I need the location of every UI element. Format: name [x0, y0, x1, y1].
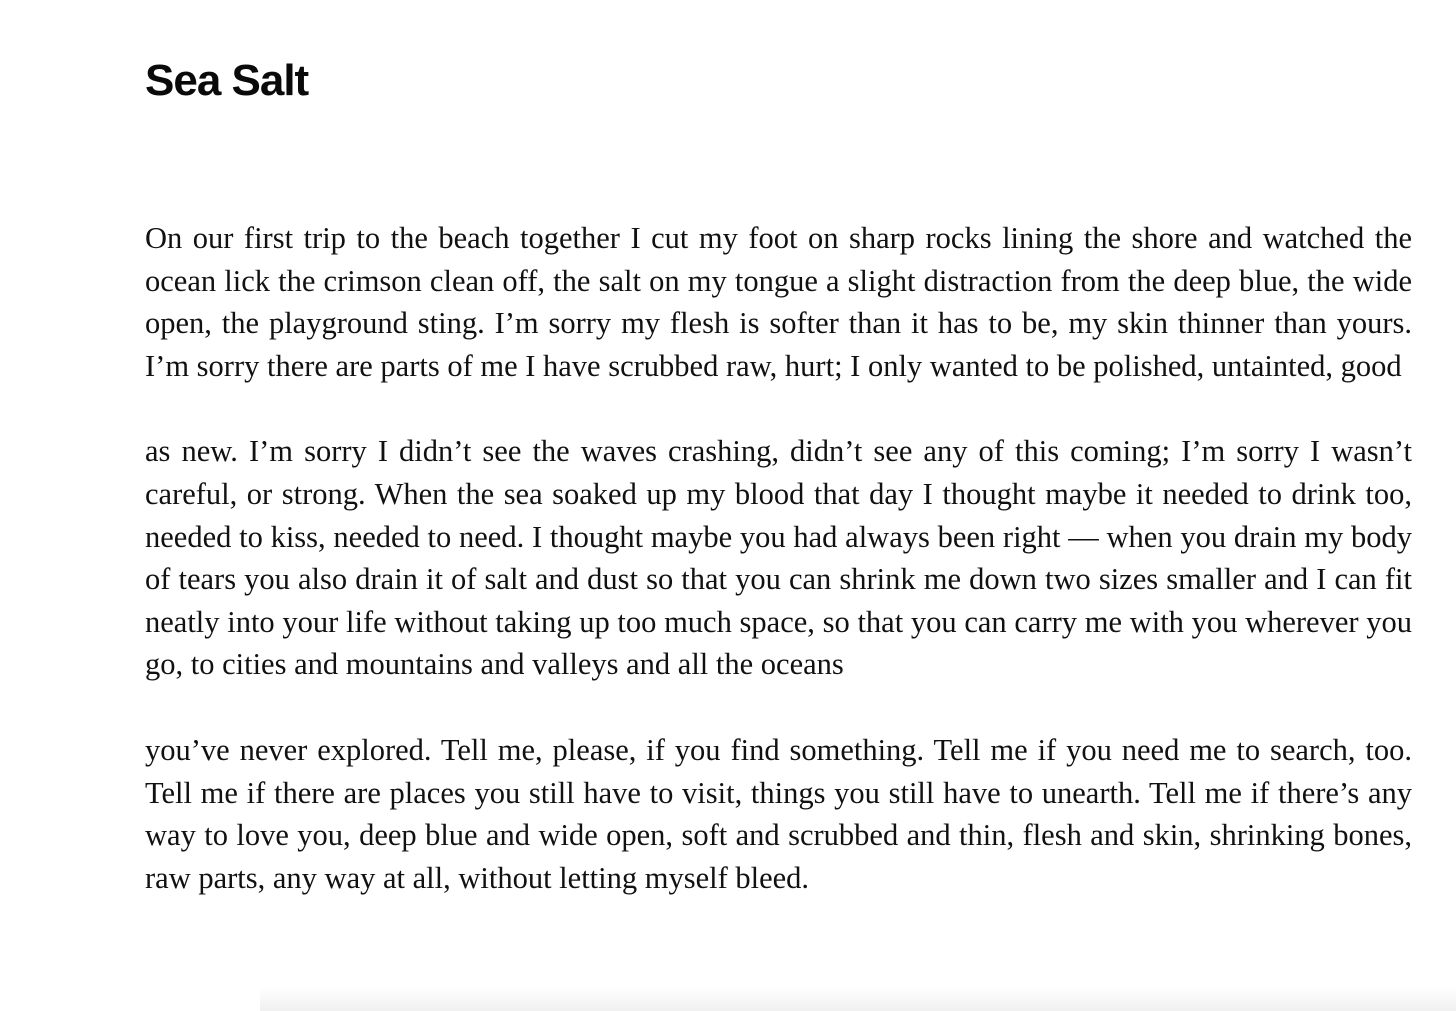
- page-edge-shadow: [260, 987, 1456, 1011]
- poem-paragraph-3: you’ve never explored. Tell me, please, if you find something. Tell me if you need me to search, too. Tell me if there are places you still have to visit, things you still have to unearth. Tell me if there’s any way to love you, deep blue and wide open, soft and scrubbed and thin, flesh and skin, shrinking bones, raw parts, any way at all, without letting myself bleed.: [145, 732, 1412, 895]
- poem-body: [145, 217, 1412, 899]
- poem-title: Sea Salt: [145, 56, 309, 105]
- poem-paragraph-1: On our first trip to the beach together I cut my foot on sharp rocks lining the shore and watched the ocean lick the crimson clean off, the salt on my tongue a slight distraction from the deep blue, the wide open, the playground sting. I’m sorry my flesh is softer than it has to be, my skin thinner than yours. I’m sorry there are parts of me I have scrubbed raw, hurt; I only wanted to be polished, untainted, good: [145, 221, 1412, 383]
- poem-paragraph-2: as new. I’m sorry I didn’t see the waves crashing, didn’t see any of this coming; I’m sorry I wasn’t careful, or strong. When the sea soaked up my blood that day I thought maybe it needed to drink too, needed to kiss, needed to need. I thought maybe you had always been right — when you drain my body of tears you also drain it of salt and dust so that you can shrink me down two sizes smaller and I can fit neatly into your life without taking up too much space, so that you can carry me with you wherever you go, to cities and mountains and valleys and all the oceans: [145, 434, 1412, 682]
